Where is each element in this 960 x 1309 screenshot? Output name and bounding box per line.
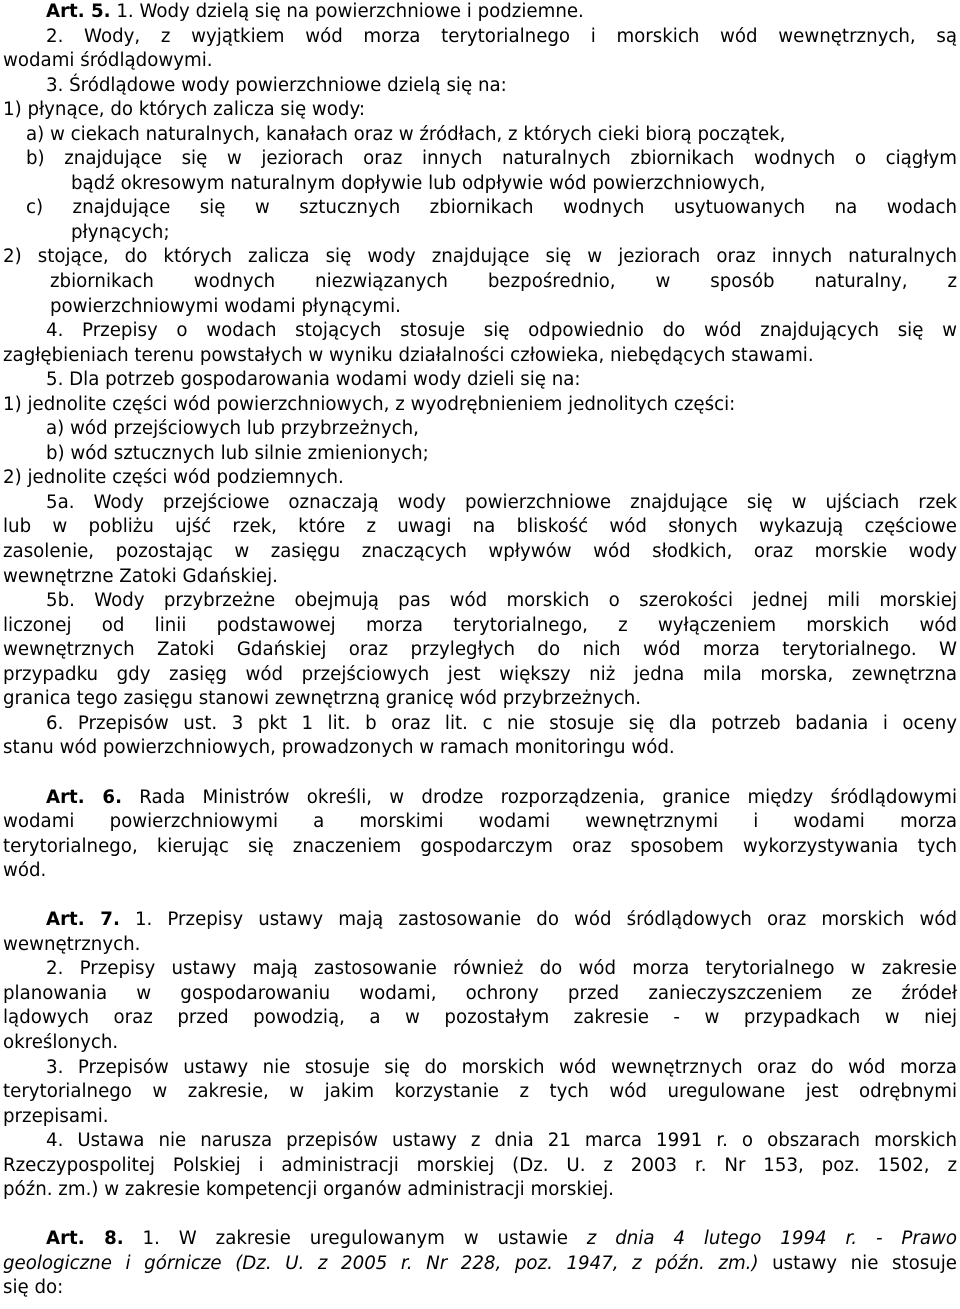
article-number: Art. 8. [46, 1228, 124, 1250]
text-line [3, 491, 957, 516]
text-line [3, 0, 957, 25]
text-line [3, 466, 957, 491]
line-text: ustawy nie stosuje [758, 1252, 957, 1274]
text-line [3, 319, 957, 344]
text-line [3, 1105, 957, 1130]
text-line [3, 221, 957, 246]
line-text: 2. Wody, z wyjątkiem wód morza terytorialnego i morskich wód wewnętrznych, są [46, 25, 957, 47]
line-text: terytorialnego w zakresie, w jakim korzystanie z tych wód uregulowane jest odrębnymi [3, 1081, 957, 1103]
text-line [3, 712, 957, 737]
text-line [3, 1056, 957, 1081]
text-line [3, 1031, 957, 1056]
text-line [3, 565, 957, 590]
italic-citation: geologiczne i górnicze (Dz. U. z 2005 r. Nr 228, poz. 1947, z późn. zm.) [3, 1252, 759, 1274]
paragraph-gap [3, 761, 957, 786]
line-text: przypadku gdy zasięg wód przejściowych jest większy niż jedna mila morska, zewnętrzna [3, 663, 957, 685]
text-line [3, 859, 957, 884]
text-line [3, 442, 957, 467]
text-line [3, 49, 957, 74]
line-text: 5b. Wody przybrzeżne obejmują pas wód morskich o szerokości jednej mili morskiej [46, 590, 957, 612]
text-line [3, 1178, 957, 1203]
text-line [3, 417, 957, 442]
line-text: 6. Przepisów ust. 3 pkt 1 lit. b oraz lit. c nie stosuje się dla potrzeb badania i oceny [46, 712, 957, 734]
text-line [3, 982, 957, 1007]
text-line [3, 663, 957, 688]
line-text: wodami powierzchniowymi a morskimi wodami wewnętrznymi i wodami morza [3, 811, 957, 833]
text-line [3, 687, 957, 712]
line-text: 2) jednolite części wód podziemnych. [3, 467, 344, 489]
line-text: wewnętrzne Zatoki Gdańskiej. [3, 565, 278, 587]
line-text: Rzeczypospolitej Polskiej i administracji morskiej (Dz. U. z 2003 r. Nr 153, poz. 1502, z [3, 1154, 957, 1176]
text-line [3, 123, 957, 148]
article-number: Art. 7. [46, 909, 120, 931]
line-text: 5a. Wody przejściowe oznaczają wody powierzchniowe znajdujące się w ujściach rzek [46, 491, 957, 513]
line-text: 4. Przepisy o wodach stojących stosuje się odpowiednio do wód znajdujących się w [46, 320, 957, 342]
line-text: b) znajdujące się w jeziorach oraz innych naturalnych zbiornikach wodnych o ciągłym [26, 148, 957, 170]
text-line [3, 245, 957, 270]
text-line [3, 295, 957, 320]
text-line [3, 614, 957, 639]
text-line [3, 393, 957, 418]
line-text: się do: [3, 1277, 64, 1299]
line-text: 5. Dla potrzeb gospodarowania wodami wody dzieli się na: [46, 369, 581, 391]
line-text: zagłębieniach terenu powstałych w wyniku działalności człowieka, niebędących stawami. [3, 344, 814, 366]
line-text: lądowych oraz przed powodzią, a w pozostałym zakresie - w przypadkach w niej [3, 1007, 957, 1029]
line-text: 3. Przepisów ustawy nie stosuje się do morskich wód wewnętrznych oraz do wód morza [46, 1056, 957, 1078]
line-text: c) znajdujące się w sztucznych zbiornikach wodnych usytuowanych na wodach [26, 197, 957, 219]
line-text: liczonej od linii podstawowej morza terytorialnego, z wyłączeniem morskich wód [3, 614, 957, 636]
italic-citation: z dnia 4 lutego 1994 r. - Prawo [586, 1228, 957, 1250]
text-line [3, 1276, 957, 1301]
text-line [3, 368, 957, 393]
text-line [3, 25, 957, 50]
line-text: lub w pobliżu ujść rzek, które z uwagi na bliskość wód słonych wykazują częściowe [3, 516, 957, 538]
text-line [3, 147, 957, 172]
text-line [3, 1129, 957, 1154]
text-line [3, 589, 957, 614]
line-text: zbiornikach wodnych niezwiązanych bezpośrednio, w sposób naturalny, z [50, 271, 957, 293]
text-line [3, 957, 957, 982]
text-line [3, 344, 957, 369]
line-text: płynących; [71, 221, 170, 243]
line-text: bądź okresowym naturalnym dopływie lub odpływie wód powierzchniowych, [71, 172, 766, 194]
text-line [3, 736, 957, 761]
text-line [3, 638, 957, 663]
text-line [3, 270, 957, 295]
article-number: Art. 5. [46, 1, 111, 22]
line-text: granica tego zasięgu stanowi zewnętrzną granicę wód przybrzeżnych. [3, 688, 642, 710]
line-text: a) w ciekach naturalnych, kanałach oraz w źródłach, z których cieki biorą początek, [26, 123, 786, 145]
line-text: a) wód przejściowych lub przybrzeżnych, [46, 418, 419, 440]
line-text: 2) stojące, do których zalicza się wody znajdujące się w jeziorach oraz innych naturalnych [3, 246, 957, 268]
paragraph-gap [3, 1203, 957, 1228]
line-text: wodami śródlądowymi. [3, 50, 213, 72]
text-line [3, 172, 957, 197]
article-number: Art. 6. [46, 786, 122, 808]
text-line [3, 1006, 957, 1031]
line-text: 1. Przepisy ustawy mają zastosowanie do wód śródlądowych oraz morskich wód [119, 909, 957, 931]
line-text: późn. zm.) w zakresie kompetencji organów administracji morskiej. [3, 1179, 614, 1201]
line-text: 2. Przepisy ustawy mają zastosowanie również do wód morza terytorialnego w zakresie [46, 958, 957, 980]
text-line [3, 98, 957, 123]
line-text: wewnętrznych Zatoki Gdańskiej oraz przyległych do nich wód morza terytorialnego. W [3, 639, 957, 661]
text-line [3, 933, 957, 958]
text-line [3, 908, 957, 933]
line-text: 4. Ustawa nie narusza przepisów ustawy z dnia 21 marca 1991 r. o obszarach morskich [46, 1130, 957, 1152]
text-line [3, 196, 957, 221]
line-text: powierzchniowymi wodami płynącymi. [50, 295, 401, 317]
text-line [3, 1252, 957, 1277]
line-text: 1. Wody dzielą się na powierzchniowe i podziemne. [110, 1, 584, 22]
line-text: określonych. [3, 1031, 119, 1053]
line-text: planowania w gospodarowaniu wodami, ochrony przed zanieczyszczeniem ze źródeł [3, 982, 957, 1004]
line-text: 1. W zakresie uregulowanym w ustawie [123, 1228, 587, 1250]
line-text: terytorialnego, kierując się znaczeniem gospodarczym oraz sposobem wykorzystywania tych [3, 835, 957, 857]
line-text: stanu wód powierzchniowych, prowadzonych w ramach monitoringu wód. [3, 737, 675, 759]
text-line [3, 810, 957, 835]
text-line [3, 835, 957, 860]
text-line [3, 1080, 957, 1105]
line-text: 1) jednolite części wód powierzchniowych, z wyodrębnieniem jednolitych części: [3, 393, 736, 415]
line-text: wód. [3, 860, 47, 882]
text-line [3, 515, 957, 540]
text-line [3, 1227, 957, 1252]
line-text: Rada Ministrów określi, w drodze rozporządzenia, granice między śródlądowymi [122, 786, 957, 808]
line-text: b) wód sztucznych lub silnie zmienionych; [46, 442, 429, 464]
line-text: zasolenie, pozostając w zasięgu znaczących wpływów wód słodkich, oraz morskie wody [3, 541, 957, 563]
text-line [3, 1154, 957, 1179]
text-line [3, 786, 957, 811]
line-text: przepisami. [3, 1105, 109, 1127]
line-text: 1) płynące, do których zalicza się wody: [3, 99, 366, 121]
line-text: 3. Śródlądowe wody powierzchniowe dzielą się na: [46, 74, 507, 96]
text-line [3, 74, 957, 99]
paragraph-gap [3, 884, 957, 909]
text-line [3, 540, 957, 565]
line-text: wewnętrznych. [3, 933, 141, 955]
